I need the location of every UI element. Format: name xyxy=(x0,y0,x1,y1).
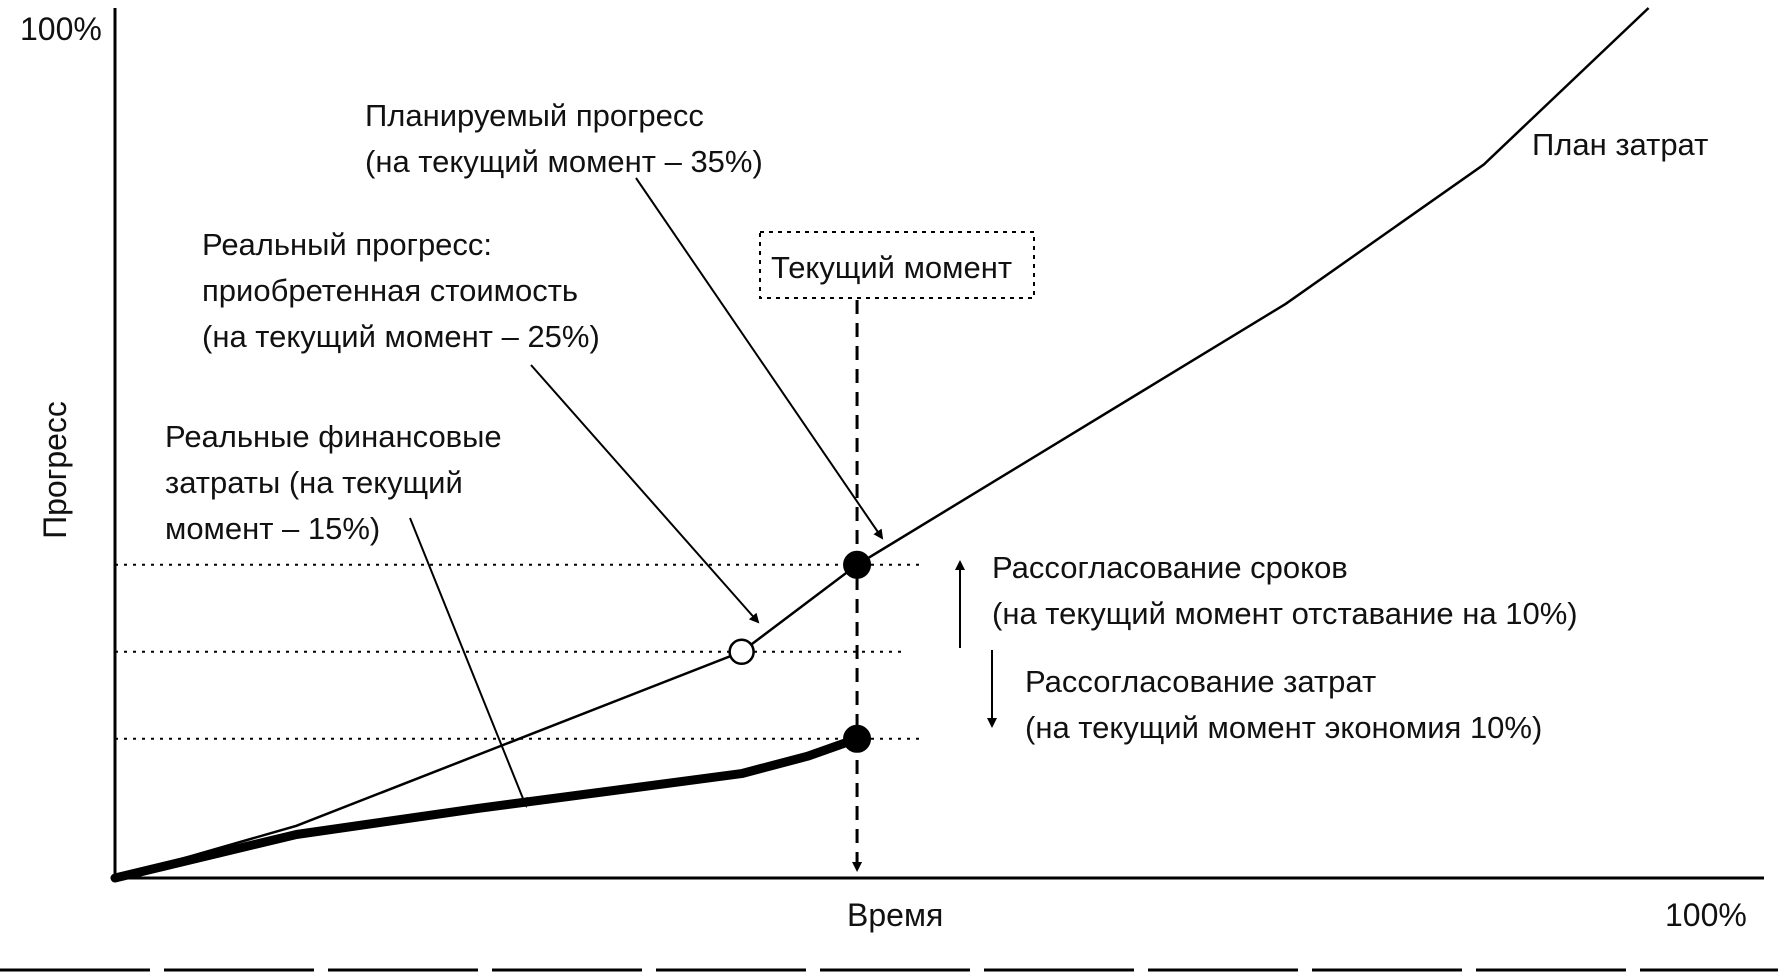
series-actual-line xyxy=(115,739,857,878)
schedule-variance-line-1: Рассогласование сроков xyxy=(992,550,1348,585)
actual-label-line-3: момент – 15%) xyxy=(165,511,381,546)
x-axis-label: Время xyxy=(847,897,944,933)
point-planned xyxy=(844,552,870,578)
arrow-earned xyxy=(531,365,758,622)
plan-series-label: План затрат xyxy=(1532,127,1709,162)
planned-label-line-1: Планируемый прогресс xyxy=(365,98,704,133)
point-earned xyxy=(730,640,754,664)
schedule-variance-line-2: (на текущий момент отставание на 10%) xyxy=(992,596,1578,631)
cost-variance-line-1: Рассогласование затрат xyxy=(1025,664,1377,699)
current-time-label: Текущий момент xyxy=(771,250,1013,285)
earned-label-line-1: Реальный прогресс: xyxy=(202,227,493,262)
earned-label-line-2: приобретенная стоимость xyxy=(202,273,579,308)
x-max-label: 100% xyxy=(1665,897,1747,933)
actual-label-line-2: затраты (на текущий xyxy=(165,465,463,500)
cost-variance-line-2: (на текущий момент экономия 10%) xyxy=(1025,710,1543,745)
y-axis-label: Прогресс xyxy=(37,401,73,539)
planned-label-line-2: (на текущий момент – 35%) xyxy=(365,144,763,179)
point-actual xyxy=(844,726,870,752)
actual-label-line-1: Реальные финансовые xyxy=(165,419,502,454)
y-max-label: 100% xyxy=(20,11,102,47)
earned-label-line-3: (на текущий момент – 25%) xyxy=(202,319,600,354)
arrow-actual xyxy=(410,518,526,806)
